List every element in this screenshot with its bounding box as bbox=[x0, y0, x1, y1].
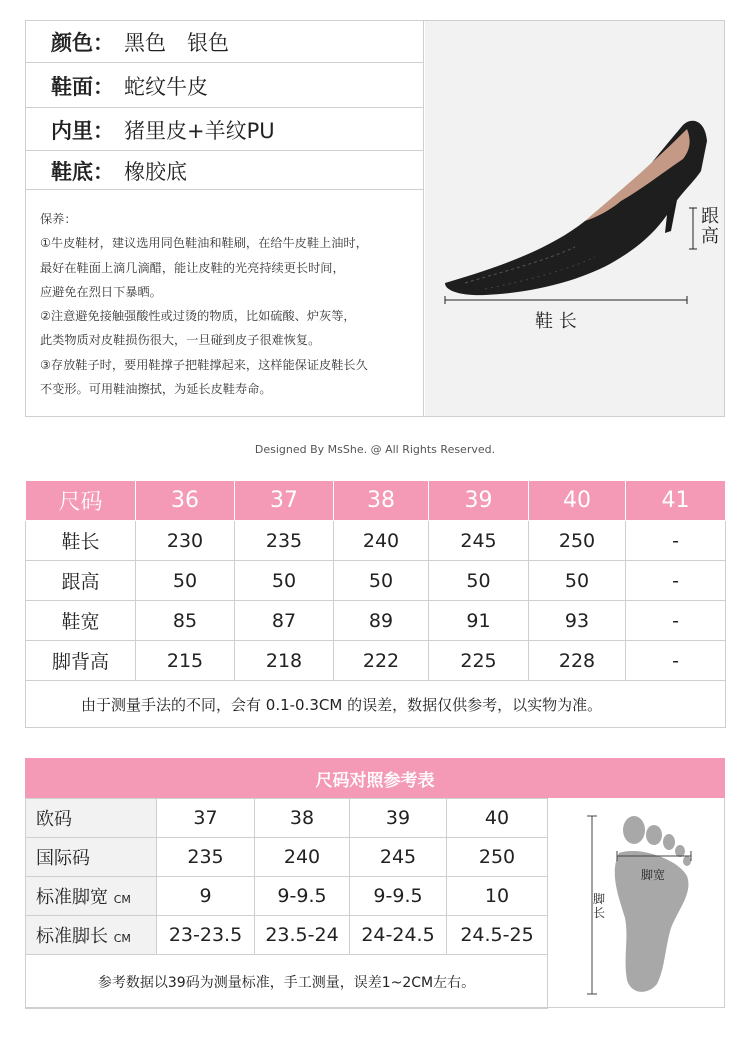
table-cell: 50 bbox=[529, 561, 626, 601]
care-line: 此类物质对皮鞋损伤很大，一旦碰到皮子很难恢复。 bbox=[40, 333, 321, 348]
table-row bbox=[26, 601, 726, 641]
header-cell: 尺码 bbox=[26, 481, 136, 521]
attr-value: 橡胶底 bbox=[124, 159, 187, 184]
shoe-illustration bbox=[425, 21, 724, 416]
table-cell: 24-24.5 bbox=[350, 916, 447, 955]
product-info-panel bbox=[25, 20, 725, 417]
care-title: 保养： bbox=[40, 212, 77, 226]
table-cell: 87 bbox=[235, 601, 334, 641]
size-note-row bbox=[26, 681, 726, 728]
row-label: 标准脚长 CM bbox=[26, 916, 157, 955]
table-cell: 39 bbox=[350, 799, 447, 838]
care-line: 应避免在烈日下暴晒。 bbox=[40, 284, 162, 299]
row-label: 脚背高 bbox=[26, 641, 136, 681]
table-cell: 235 bbox=[157, 838, 255, 877]
comparison-table bbox=[25, 798, 548, 1009]
heel-height-label: 跟 高 bbox=[701, 206, 719, 247]
attr-key: 内里： bbox=[51, 118, 114, 143]
table-cell: 37 bbox=[157, 799, 255, 838]
table-cell: 91 bbox=[429, 601, 529, 641]
row-label: 鞋长 bbox=[26, 521, 136, 561]
care-line: 不变形。可用鞋油擦拭，为延长皮鞋寿命。 bbox=[40, 382, 272, 397]
foot-length-label: 脚 长 bbox=[593, 892, 606, 920]
table-cell: 215 bbox=[136, 641, 235, 681]
table-cell: 228 bbox=[529, 641, 626, 681]
table-cell: 50 bbox=[235, 561, 334, 601]
row-label: 跟高 bbox=[26, 561, 136, 601]
header-cell: 37 bbox=[235, 481, 334, 521]
table-cell: 9-9.5 bbox=[350, 877, 447, 916]
comparison-note: 参考数据以39码为测量标准，手工测量，误差1~2CM左右。 bbox=[26, 955, 548, 1009]
attr-value: 猪里皮+羊纹PU bbox=[124, 118, 275, 143]
table-cell: 245 bbox=[350, 838, 447, 877]
table-row bbox=[26, 521, 726, 561]
shoe-length-label: 鞋 长 bbox=[535, 311, 577, 332]
table-cell: 245 bbox=[429, 521, 529, 561]
row-label: 标准脚宽 CM bbox=[26, 877, 157, 916]
comparison-title: 尺码对照参考表 bbox=[25, 758, 725, 798]
attr-key: 鞋面： bbox=[51, 74, 114, 99]
table-cell: 230 bbox=[136, 521, 235, 561]
table-cell: 85 bbox=[136, 601, 235, 641]
care-line: ②注意避免接触强酸性或过烫的物质，比如硫酸、炉灰等， bbox=[40, 309, 356, 324]
table-cell: 222 bbox=[334, 641, 429, 681]
attributes-panel bbox=[26, 21, 424, 416]
foot-diagram bbox=[547, 798, 724, 1007]
comparison-note-row bbox=[26, 955, 548, 1009]
table-cell: - bbox=[626, 521, 726, 561]
table-cell: 240 bbox=[255, 838, 350, 877]
header-cell: 41 bbox=[626, 481, 726, 521]
table-cell: 250 bbox=[447, 838, 548, 877]
table-cell: - bbox=[626, 601, 726, 641]
table-cell: - bbox=[626, 641, 726, 681]
table-cell: 225 bbox=[429, 641, 529, 681]
table-cell: 9-9.5 bbox=[255, 877, 350, 916]
table-cell: 40 bbox=[447, 799, 548, 838]
size-note: 由于测量手法的不同，会有 0.1-0.3CM 的误差，数据仅供参考，以实物为准。 bbox=[26, 681, 726, 728]
table-row bbox=[26, 877, 548, 916]
care-line: 最好在鞋面上滴几滴醋，能让皮鞋的光亮持续更长时间， bbox=[40, 260, 345, 275]
table-cell: 10 bbox=[447, 877, 548, 916]
table-cell: 50 bbox=[136, 561, 235, 601]
table-cell: 23-23.5 bbox=[157, 916, 255, 955]
header-cell: 39 bbox=[429, 481, 529, 521]
care-instructions bbox=[40, 207, 418, 401]
attr-row-lining bbox=[26, 109, 424, 151]
copyright-credit: Designed By MsShe. @ All Rights Reserved. bbox=[254, 443, 496, 456]
attr-value: 黑色 银色 bbox=[124, 30, 229, 55]
table-row bbox=[26, 916, 548, 955]
size-table bbox=[25, 480, 726, 728]
row-label: 鞋宽 bbox=[26, 601, 136, 641]
row-label: 欧码 bbox=[26, 799, 157, 838]
table-row bbox=[26, 838, 548, 877]
header-cell: 40 bbox=[529, 481, 626, 521]
attr-key: 颜色： bbox=[51, 30, 114, 55]
table-cell: 89 bbox=[334, 601, 429, 641]
size-header-row bbox=[26, 481, 726, 521]
table-cell: 9 bbox=[157, 877, 255, 916]
attr-row-sole bbox=[26, 152, 424, 190]
table-cell: 24.5-25 bbox=[447, 916, 548, 955]
table-cell: 93 bbox=[529, 601, 626, 641]
table-cell: 240 bbox=[334, 521, 429, 561]
attr-row-color bbox=[26, 21, 424, 63]
row-label: 国际码 bbox=[26, 838, 157, 877]
foot-illustration bbox=[547, 798, 724, 1007]
table-cell: 50 bbox=[334, 561, 429, 601]
care-line: ③存放鞋子时，要用鞋撑子把鞋撑起来，这样能保证皮鞋长久 bbox=[40, 357, 368, 372]
table-row bbox=[26, 561, 726, 601]
table-cell: 50 bbox=[429, 561, 529, 601]
table-row bbox=[26, 641, 726, 681]
shoe-photo-panel bbox=[425, 21, 724, 416]
header-cell: 36 bbox=[136, 481, 235, 521]
attr-value: 蛇纹牛皮 bbox=[124, 74, 208, 99]
table-cell: 218 bbox=[235, 641, 334, 681]
attr-key: 鞋底： bbox=[51, 159, 114, 184]
attr-row-upper bbox=[26, 64, 424, 108]
care-line: ①牛皮鞋材，建议选用同色鞋油和鞋刷，在给牛皮鞋上油时， bbox=[40, 236, 368, 251]
table-cell: 235 bbox=[235, 521, 334, 561]
table-cell: 250 bbox=[529, 521, 626, 561]
table-cell: - bbox=[626, 561, 726, 601]
table-cell: 23.5-24 bbox=[255, 916, 350, 955]
table-cell: 38 bbox=[255, 799, 350, 838]
header-cell: 38 bbox=[334, 481, 429, 521]
foot-width-label: 脚宽 bbox=[641, 868, 666, 882]
table-row bbox=[26, 799, 548, 838]
